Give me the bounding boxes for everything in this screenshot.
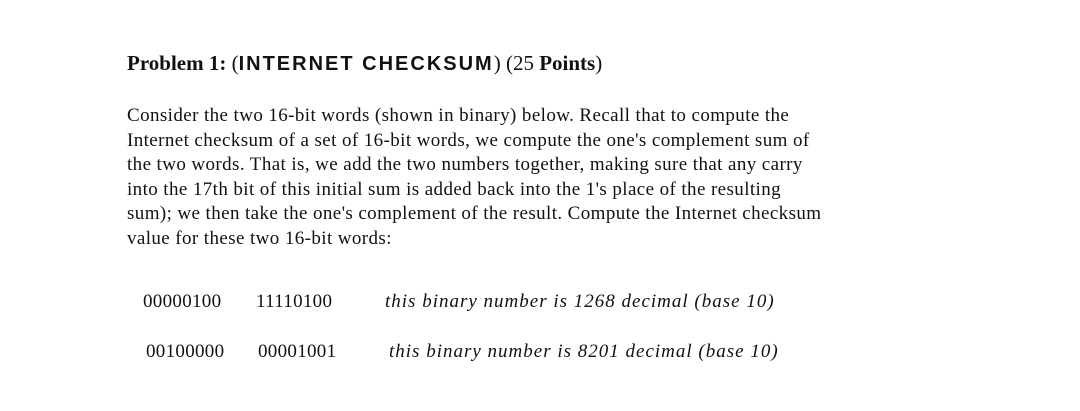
problem-label: Problem 1: xyxy=(127,51,227,75)
description-line: value for these two 16-bit words: xyxy=(127,227,392,249)
word-2-low-byte: 00001001 xyxy=(258,341,337,362)
points-word: Points xyxy=(539,51,596,75)
description-line: Consider the two 16-bit words (shown in binary) below. Recall that to compute the xyxy=(127,105,790,126)
word-1-decimal-note: this binary number is 1268 decimal (base 10) xyxy=(385,291,775,312)
word-1-high-byte: 00000100 xyxy=(143,291,222,312)
title-close-paren: ) xyxy=(493,51,501,75)
binary-word-2 xyxy=(146,340,779,364)
problem-description xyxy=(127,104,987,251)
word-2-high-byte: 00100000 xyxy=(146,341,225,362)
description-line: Internet checksum of a set of 16-bit words, we compute the one's complement sum of xyxy=(127,129,810,151)
title-open-paren: ( xyxy=(226,51,239,75)
description-line: into the 17th bit of this initial sum is added back into the 1's place of the resulting xyxy=(127,178,782,200)
description-line: sum); we then take the one's complement of the result. Compute the Internet checksum xyxy=(127,203,822,224)
problem-title xyxy=(127,50,602,77)
binary-word-1 xyxy=(143,290,775,314)
points-close: ) xyxy=(595,51,603,75)
points-open: (25 xyxy=(500,51,540,75)
problem-topic: INTERNET CHECKSUM xyxy=(238,53,494,75)
description-line: the two words. That is, we add the two numbers together, making sure that any carry xyxy=(127,154,803,175)
word-1-low-byte: 11110100 xyxy=(256,291,333,312)
word-2-decimal-note: this binary number is 8201 decimal (base 10) xyxy=(389,341,779,362)
